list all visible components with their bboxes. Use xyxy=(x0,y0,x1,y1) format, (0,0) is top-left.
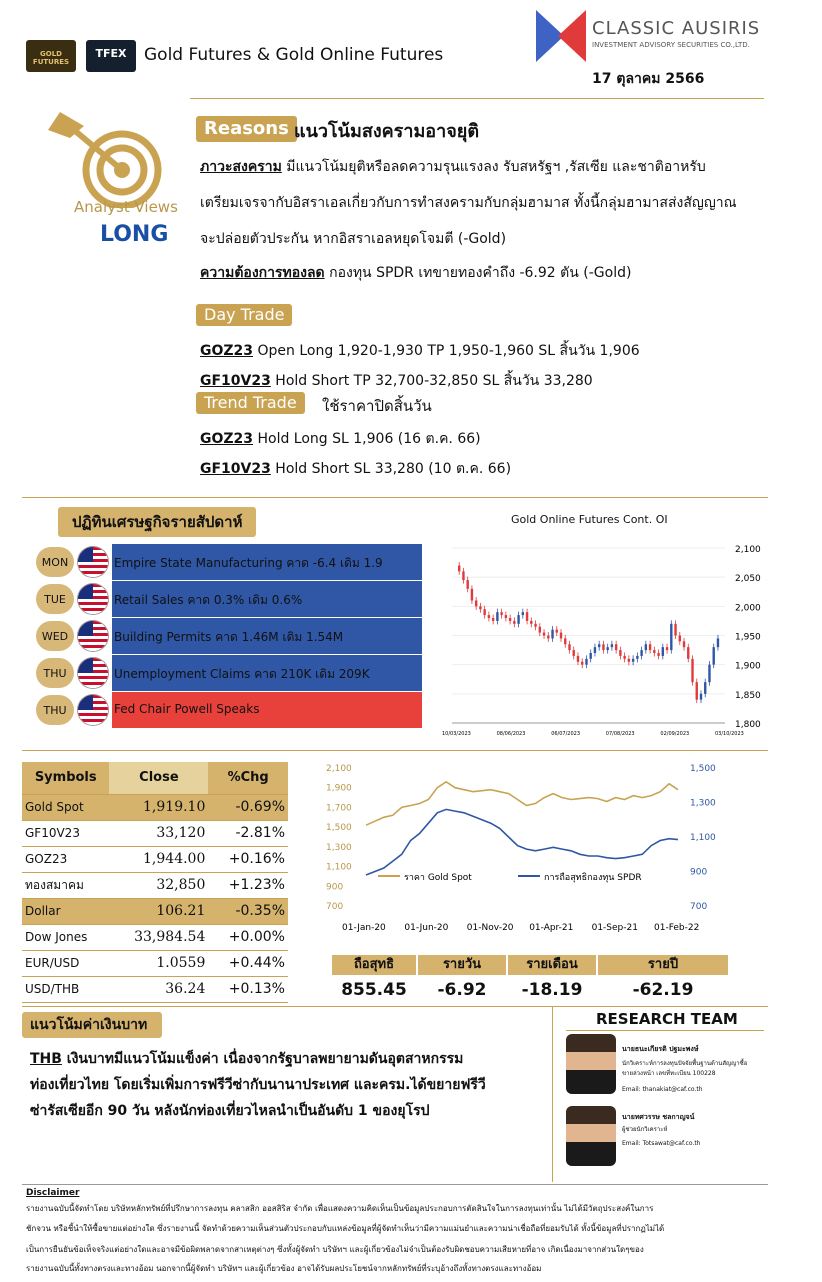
x-tick-label: 08/06/2023 xyxy=(496,731,526,737)
symbol-cell: GOZ23 xyxy=(22,846,109,872)
candle xyxy=(611,644,613,647)
analyst-view-long: LONG xyxy=(100,222,169,247)
us-flag-icon xyxy=(78,547,108,577)
company-logo-mark xyxy=(536,10,586,62)
col-close: Close xyxy=(109,762,208,794)
analyst-1-name: นายธนะเกียรติ ปฐมะพงษ์ xyxy=(622,1045,699,1053)
symbol-cell: GF10V23 xyxy=(22,820,109,846)
day-trade-tag: Day Trade xyxy=(196,304,292,326)
stat-header-net: ถือสุทธิ xyxy=(332,955,416,975)
candle-chart-title: Gold Online Futures Cont. OI xyxy=(511,513,668,526)
baht-line3: ซ่ารัสเซียอีก 90 วัน หลังนักท่องเที่ยวไหลนำเป็นอันดับ 1 ของยุโรป xyxy=(30,1103,430,1119)
chg-cell: -0.35% xyxy=(208,898,288,924)
candle xyxy=(479,606,481,609)
x-tick-label: 01-Jun-20 xyxy=(404,923,449,933)
y-left-tick-label: 1,300 xyxy=(326,842,352,853)
close-cell: 106.21 xyxy=(109,898,208,924)
y-left-tick-label: 1,100 xyxy=(326,862,352,873)
analyst-1-role2: ขายล่วงหน้า เลขที่ทะเบียน 100228 xyxy=(622,1070,716,1077)
candle xyxy=(704,682,706,694)
y-tick-label: 1,800 xyxy=(735,720,761,730)
candle xyxy=(513,621,515,624)
calendar-event-row xyxy=(30,544,422,580)
x-tick-label: 06/07/2023 xyxy=(551,731,581,737)
legend-label: ราคา Gold Spot xyxy=(404,873,472,883)
close-cell: 1,944.00 xyxy=(109,846,208,872)
candle xyxy=(547,636,549,639)
analyst-views-label: Analyst Views xyxy=(74,198,178,216)
candle xyxy=(522,612,524,615)
report-date: 17 ตุลาคม 2566 xyxy=(592,71,705,87)
table-row xyxy=(22,872,288,898)
candle xyxy=(581,662,583,665)
y-tick-label: 2,000 xyxy=(735,603,761,614)
reason-demand-line: ความต้องการทองลด กองทุน SPDR เทขายทองคำถึง -6.92 ตัน (-Gold) xyxy=(200,265,632,281)
candle xyxy=(674,624,676,636)
calendar-day: THU xyxy=(36,658,74,688)
chg-cell: +0.44% xyxy=(208,950,288,976)
legend-label: การถือสุทธิกองทุน SPDR xyxy=(544,873,642,883)
trend-trade-note: ใช้ราคาปิดสิ้นวัน xyxy=(322,397,432,415)
y-right-tick-label: 900 xyxy=(690,867,708,878)
calendar-day: TUE xyxy=(36,584,74,614)
candle xyxy=(526,612,528,621)
gold-futures-logo: GOLD FUTURES xyxy=(26,40,76,72)
candle xyxy=(640,650,642,656)
calendar-event-text: Retail Sales คาด 0.3% เดิม 0.6% xyxy=(112,581,422,617)
candle xyxy=(708,665,710,683)
candle xyxy=(687,647,689,659)
page-title: Gold Futures & Gold Online Futures xyxy=(144,45,444,65)
baht-line1: THB เงินบาทมีแนวโน้มแข็งค่า เนื่องจากรัฐบาลพยายามดันอุตสาหกรรม xyxy=(30,1051,464,1067)
company-subtitle: INVESTMENT ADVISORY SECURITIES CO.,LTD. xyxy=(592,41,750,49)
chg-cell: +0.13% xyxy=(208,976,288,1002)
candle xyxy=(683,641,685,647)
candle xyxy=(577,656,579,662)
close-cell: 36.24 xyxy=(109,976,208,1002)
disclaimer-line2: ชักจวน หรือชี้นำให้ซื้อขายแต่อย่างใด ซึ่งรายงานนี้ จัดทำด้วยความเห็นส่วนตัวประกอบกับแหล่งข้อมูลที่ผู้จัดทำเห็นว่ามีความแม่นยำและความน่าเชื่อถือที่ยอมรับได้ ทั้งนี้ข้อมูลที่ปรากฏไม่ได้ xyxy=(26,1224,665,1233)
section-divider-2 xyxy=(22,750,768,751)
research-divider xyxy=(552,1006,553,1182)
candle xyxy=(691,659,693,682)
candle xyxy=(543,633,545,636)
candle xyxy=(496,612,498,621)
candle xyxy=(505,615,507,618)
disclaimer-line1: รายงานฉบับนี้จัดทำโดย บริษัทหลักทรัพย์ที่ปรึกษาการลงทุน คลาสสิก ออสสิริส จำกัด เพื่อแสดงความคิดเห็นเป็นข้อมูลประกอบการตัดสินใจในการลงทุนเท่านั้น ไม่ได้มีวัตถุประสงค์ในการ xyxy=(26,1204,654,1213)
reason-war-line3: จะปล่อยตัวประกัน หากอิสราเอลหยุดโจมตี (-Gold) xyxy=(200,231,507,247)
y-tick-label: 1,850 xyxy=(735,690,761,701)
chg-cell: +0.16% xyxy=(208,846,288,872)
trend-trade-gf10v23: GF10V23 Hold Short SL 33,280 (10 ต.ค. 66) xyxy=(200,461,512,477)
y-left-tick-label: 900 xyxy=(326,882,344,893)
stat-monthly: -18.19 xyxy=(521,980,583,1000)
y-left-tick-label: 1,700 xyxy=(326,803,352,814)
col-symbols: Symbols xyxy=(22,762,109,794)
disclaimer-divider xyxy=(22,1184,768,1185)
candle xyxy=(657,653,659,656)
candle xyxy=(594,647,596,653)
close-cell: 33,120 xyxy=(109,820,208,846)
reason-war-line1: ภาวะสงคราม มีแนวโน้มยุติหรือลดความรุนแรงลง รับสหรัฐฯ ,รัสเซีย และชาติอาหรับ xyxy=(200,159,706,175)
table-row xyxy=(22,924,288,950)
analyst-2-email: Email: Totsawat@caf.co.th xyxy=(622,1140,701,1147)
trend-trade-goz23: GOZ23 Hold Long SL 1,906 (16 ต.ค. 66) xyxy=(200,431,481,447)
candle xyxy=(670,624,672,650)
day-trade-gf10v23: GF10V23 Hold Short TP 32,700-32,850 SL สิ้นวัน 33,280 xyxy=(200,373,593,389)
candle xyxy=(458,566,460,572)
analyst-1-email: Email: thanakiat@caf.co.th xyxy=(622,1086,703,1093)
candle xyxy=(556,630,558,633)
reason-war-line2: เตรียมเจรจากับอิสราเอลเกี่ยวกับการทำสงครามกับกลุ่มฮามาส ทั้งนี้กลุ่มฮามาสส่งสัญญาณ xyxy=(200,195,737,211)
baht-title: แนวโน้มค่าเงินบาท xyxy=(22,1012,162,1038)
chg-cell: +0.00% xyxy=(208,924,288,950)
section-divider-1 xyxy=(22,497,768,498)
candle xyxy=(585,659,587,665)
table-row xyxy=(22,898,288,924)
gold-spdr-chart xyxy=(322,756,718,940)
x-tick-label: 01-Jan-20 xyxy=(342,923,386,933)
disclaimer-title: Disclaimer xyxy=(26,1188,80,1198)
candle xyxy=(700,694,702,700)
y-tick-label: 1,900 xyxy=(735,661,761,672)
candle xyxy=(606,647,608,650)
table-row xyxy=(22,846,288,872)
analyst-2-role: ผู้ช่วยนักวิเคราะห์ xyxy=(622,1126,668,1133)
us-flag-icon xyxy=(78,658,108,688)
calendar-event-row xyxy=(30,618,422,654)
y-right-tick-label: 700 xyxy=(690,902,708,912)
disclaimer-line4: รายงานฉบับนี้ทั้งทางตรงและทางอ้อม นอกจากนี้ผู้จัดทำ บริษัทฯ และผู้เกี่ยวข้อง อาจได้รับผลประโยชน์จากหลักทรัพย์ที่ระบุอ้างถึงทั้งทางตรงและทางอ้อม xyxy=(26,1264,542,1273)
candle xyxy=(462,571,464,580)
analyst-2-name: นายทศวรรษ ชลกาญจน์ xyxy=(622,1113,695,1121)
candle xyxy=(623,656,625,659)
candle xyxy=(483,609,485,615)
calendar-event-row xyxy=(30,692,422,728)
y-tick-label: 2,050 xyxy=(735,574,761,585)
x-tick-label: 01-Apr-21 xyxy=(529,923,574,933)
gold-online-futures-chart xyxy=(440,535,770,740)
analyst-1-role: นักวิเคราะห์การลงทุนปัจจัยพื้นฐานด้านสัญญาซื้อ xyxy=(622,1060,748,1067)
stat-daily: -6.92 xyxy=(437,980,487,1000)
table-row xyxy=(22,976,288,1002)
y-right-tick-label: 1,300 xyxy=(690,798,716,809)
candle xyxy=(466,580,468,589)
candle xyxy=(619,650,621,656)
symbol-cell: EUR/USD xyxy=(22,950,109,976)
close-cell: 1,919.10 xyxy=(109,794,208,820)
candle xyxy=(539,627,541,633)
reasons-tag: Reasons xyxy=(196,116,297,142)
series-line xyxy=(366,782,678,825)
x-tick-label: 03/10/2023 xyxy=(715,731,744,737)
us-flag-icon xyxy=(78,621,108,651)
candle xyxy=(551,630,553,639)
research-team-title: RESEARCH TEAM xyxy=(596,1010,738,1028)
calendar-event-row xyxy=(30,581,422,617)
tfex-logo: TFEX xyxy=(86,40,136,72)
x-tick-label: 01-Nov-20 xyxy=(466,923,514,933)
stat-header-monthly: รายเดือน xyxy=(508,955,596,975)
y-right-tick-label: 1,500 xyxy=(690,764,716,774)
calendar-event-text: Building Permits คาด 1.46M เดิม 1.54M xyxy=(112,618,422,654)
candle xyxy=(717,638,719,647)
chg-cell: -0.69% xyxy=(208,794,288,820)
calendar-event-text: Empire State Manufacturing คาด -6.4 เดิม 1.9 xyxy=(112,544,422,580)
symbols-table xyxy=(22,762,288,1003)
candle xyxy=(632,659,634,662)
symbol-cell: USD/THB xyxy=(22,976,109,1002)
candle xyxy=(573,650,575,656)
chg-cell: +1.23% xyxy=(208,872,288,898)
candle xyxy=(649,644,651,650)
analyst-1-avatar xyxy=(566,1034,616,1094)
y-tick-label: 2,100 xyxy=(735,545,761,555)
header-divider xyxy=(190,98,764,99)
candle xyxy=(636,656,638,659)
stat-header-daily: รายวัน xyxy=(418,955,506,975)
candle xyxy=(662,647,664,656)
calendar-day: THU xyxy=(36,695,74,725)
close-cell: 1.0559 xyxy=(109,950,208,976)
candle xyxy=(615,644,617,650)
x-tick-label: 01-Sep-21 xyxy=(591,923,638,933)
research-title-underline xyxy=(566,1030,764,1031)
candle xyxy=(492,618,494,621)
calendar-event-text: Fed Chair Powell Speaks xyxy=(112,692,422,728)
x-tick-label: 07/08/2023 xyxy=(605,731,635,737)
candle xyxy=(602,644,604,650)
candle xyxy=(628,659,630,662)
reasons-title: แนวโน้มสงครามอาจยุติ xyxy=(294,121,480,142)
table-row xyxy=(22,794,288,820)
candle xyxy=(666,647,668,650)
symbol-cell: Dollar xyxy=(22,898,109,924)
close-cell: 32,850 xyxy=(109,872,208,898)
stat-net: 855.45 xyxy=(341,980,407,1000)
candle xyxy=(590,653,592,659)
candle xyxy=(568,644,570,650)
close-cell: 33,984.54 xyxy=(109,924,208,950)
calendar-day: WED xyxy=(36,621,74,651)
y-left-tick-label: 1,900 xyxy=(326,783,352,794)
calendar-event-row xyxy=(30,655,422,691)
company-name: CLASSIC AUSIRIS xyxy=(592,18,761,39)
stat-header-yearly: รายปี xyxy=(598,955,728,975)
section-divider-3 xyxy=(22,1006,768,1007)
col-chg: %Chg xyxy=(208,762,288,794)
symbol-cell: ทองสมาคม xyxy=(22,872,109,898)
candle xyxy=(517,615,519,624)
candle xyxy=(645,644,647,650)
candle xyxy=(653,650,655,653)
y-tick-label: 1,950 xyxy=(735,632,761,643)
candle xyxy=(679,636,681,642)
candle xyxy=(500,612,502,615)
symbol-cell: Gold Spot xyxy=(22,794,109,820)
target-dart-icon xyxy=(40,108,190,208)
candle xyxy=(530,621,532,624)
us-flag-icon xyxy=(78,584,108,614)
series-line xyxy=(366,809,678,875)
candle xyxy=(713,647,715,664)
candle xyxy=(509,618,511,621)
day-trade-goz23: GOZ23 Open Long 1,920-1,930 TP 1,950-1,960 SL สิ้นวัน 1,906 xyxy=(200,343,640,359)
candle xyxy=(560,633,562,639)
table-row xyxy=(22,820,288,846)
symbols-table-header xyxy=(22,762,288,794)
calendar-title: ปฏิทินเศรษฐกิจรายสัปดาห์ xyxy=(58,507,256,537)
baht-line2: ท่องเที่ยวไทย โดยเริ่มเพิ่มการฟรีวีซ่ากับนานาประเทศ และครม.ได้ขยายฟรีวี xyxy=(30,1077,486,1093)
candle xyxy=(471,589,473,601)
table-row xyxy=(22,950,288,976)
disclaimer-line3: เป็นการยืนยันข้อเท็จจริงแต่อย่างใดและอาจมีข้อผิดพลาดจากสาเหตุต่างๆ ซึ่งทั้งผู้จัดทำ บริษัทฯ และผู้เกี่ยวข้องไม่จำเป็นต้องรับผิดชอบความเสียหายที่อาจ เกิดเนื่องมาจากส่วนใดๆของ xyxy=(26,1245,644,1254)
y-left-tick-label: 1,500 xyxy=(326,823,352,834)
y-left-tick-label: 2,100 xyxy=(326,764,352,774)
candle xyxy=(598,644,600,647)
y-left-tick-label: 700 xyxy=(326,902,344,912)
calendar-day: MON xyxy=(36,547,74,577)
x-tick-label: 02/09/2023 xyxy=(660,731,690,737)
candle xyxy=(475,601,477,607)
stat-yearly: -62.19 xyxy=(632,980,694,1000)
calendar-event-text: Unemployment Claims คาด 210K เดิม 209K xyxy=(112,655,422,691)
chg-cell: -2.81% xyxy=(208,820,288,846)
candle xyxy=(534,624,536,627)
candle xyxy=(564,638,566,644)
us-flag-icon xyxy=(78,695,108,725)
analyst-2-avatar xyxy=(566,1106,616,1166)
candle xyxy=(488,615,490,618)
symbol-cell: Dow Jones xyxy=(22,924,109,950)
y-right-tick-label: 1,100 xyxy=(690,833,716,843)
x-tick-label: 10/03/2023 xyxy=(442,731,471,737)
candle xyxy=(696,682,698,700)
x-tick-label: 01-Feb-22 xyxy=(654,923,700,933)
trend-trade-tag: Trend Trade xyxy=(196,392,305,414)
